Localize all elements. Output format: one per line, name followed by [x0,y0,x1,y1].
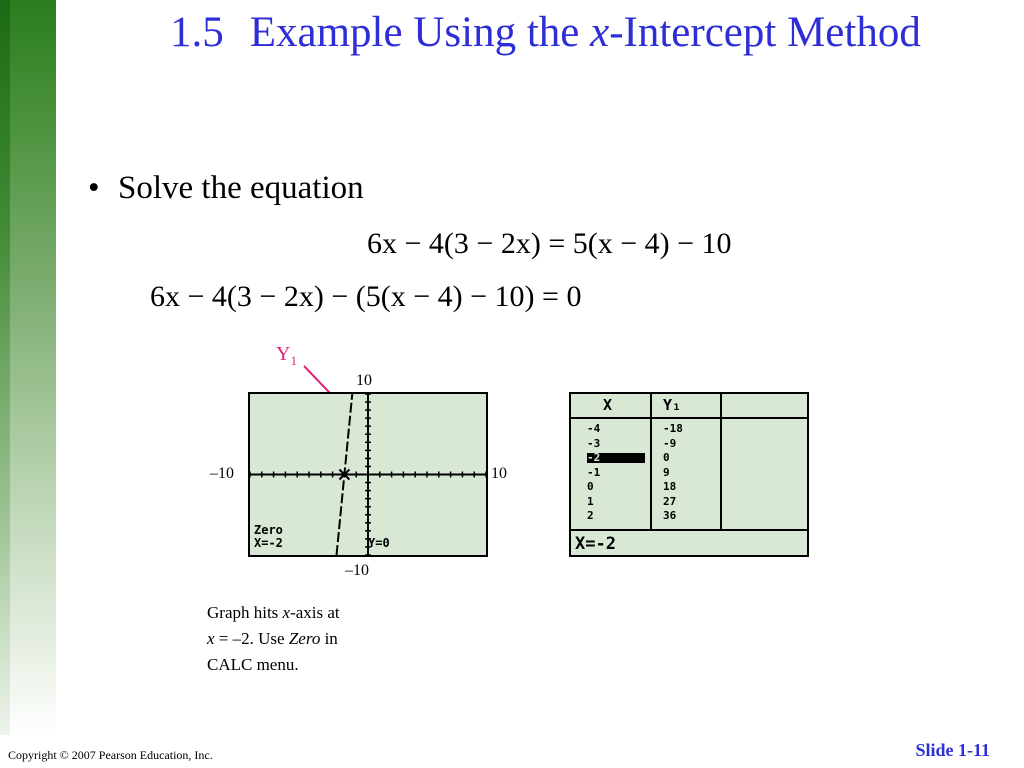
table-cell-y: 9 [663,465,670,479]
equation-2: 6x − 4(3 − 2x) − (5(x − 4) − 10) = 0 [150,280,582,313]
table-gridlines [571,394,807,555]
graph-canvas [250,394,486,555]
bullet-dot: • [88,170,100,206]
table-cell-y: 0 [663,451,670,464]
title-number: 1.5 [170,9,224,56]
series-subscript: 1 [290,353,297,368]
caption-line-3: CALC menu. [207,655,299,674]
table-cell-y: 27 [663,494,677,508]
table-cell-x: -1 [587,465,601,479]
graph-caption [207,600,340,678]
table-status: X=-2 [575,534,616,554]
graph-xmax-label: 10 [491,465,507,482]
calculator-table-screen [569,392,809,557]
graph-ymin-label: –10 [345,562,369,579]
table-cell-x: 2 [587,509,594,522]
graph-ymax-label: 10 [356,372,372,389]
footer-slide-number: Slide 1-11 [915,740,990,760]
table-cell-x: -2 [587,453,645,463]
footer-copyright: Copyright © 2007 Pearson Education, Inc. [8,748,213,762]
zero-x-readout: X=-2 [254,536,283,550]
caption-line-2: x = –2. Use Zero in [207,629,338,648]
table-cell-y: -9 [663,436,677,450]
equation-1: 6x − 4(3 − 2x) = 5(x − 4) − 10 [367,227,732,260]
table-cell-y: 18 [663,480,677,493]
graph-xmin-label: –10 [210,465,234,482]
table-cell-x: -3 [587,436,601,450]
table-cell-y: 36 [663,509,677,522]
title-text-post: -Intercept Method [609,9,921,56]
table-header-y: Y₁ [663,396,682,414]
zero-y-readout: Y=0 [368,536,390,550]
calculator-graph-screen [248,392,488,557]
table-cell-x: 1 [587,494,594,508]
bullet-text: Solve the equation [118,170,364,206]
zero-label: Zero [254,523,283,537]
title-text-pre: Example Using the [249,9,591,56]
table-cell-y: -18 [663,422,683,435]
table-cell-x: 0 [587,480,594,493]
table-cell-x: -4 [587,422,601,435]
table-header-x: X [603,396,613,414]
title-variable: x [590,9,610,56]
series-label: Y [276,343,291,365]
caption-line-1: Graph hits x-axis at [207,603,340,622]
